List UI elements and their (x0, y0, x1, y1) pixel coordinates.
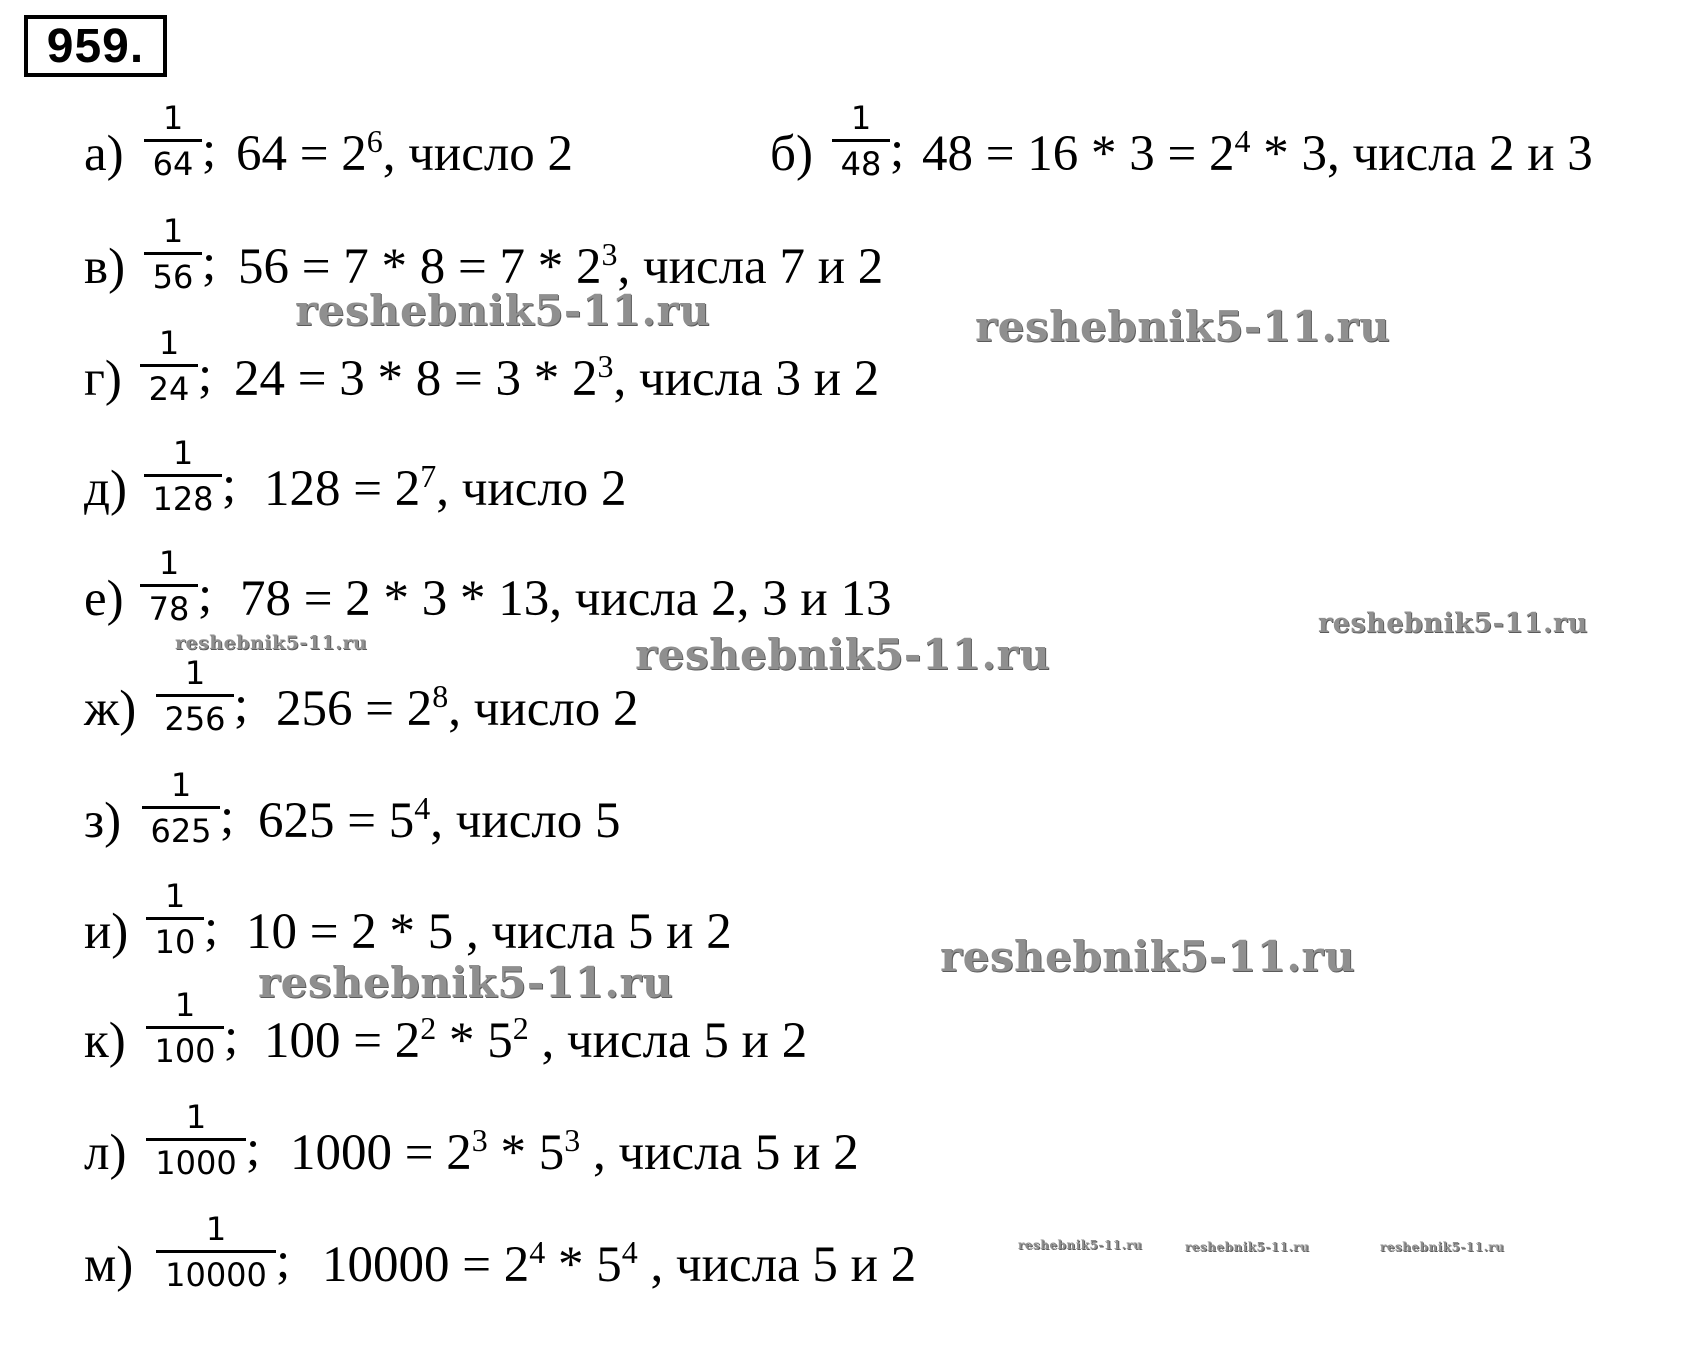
semicolon: ; (220, 789, 235, 845)
factorization-expression (234, 350, 879, 408)
fraction-numerator: 1 (170, 766, 192, 804)
fraction (144, 432, 222, 521)
fraction-numerator: 1 (205, 1210, 227, 1248)
factorization-expression (258, 792, 621, 850)
expression-base: 100 = 2 (264, 1013, 421, 1069)
fraction-numerator: 1 (162, 99, 184, 137)
exponent: 3 (471, 1122, 488, 1158)
item-label: з) (84, 793, 122, 849)
expression-middle: * 5 (487, 1125, 565, 1181)
expression-base: 48 = 16 * 3 = 2 (922, 126, 1235, 182)
item-label: и) (84, 904, 129, 960)
item-label: е) (84, 571, 124, 627)
fraction (144, 97, 202, 186)
expression-rest: , числа 2 и 3 (1327, 126, 1593, 182)
fraction (156, 1208, 276, 1297)
item-label: а) (84, 126, 124, 182)
fraction-denominator: 128 (152, 480, 214, 518)
semicolon: ; (224, 1009, 239, 1065)
expression-base: 10000 = 2 (322, 1237, 530, 1293)
fraction (144, 210, 202, 299)
expression-base: 625 = 5 (258, 793, 415, 849)
fraction-numerator: 1 (185, 1098, 207, 1136)
fraction-denominator: 48 (840, 145, 882, 183)
exponent: 3 (564, 1122, 581, 1158)
semicolon: ; (204, 900, 219, 956)
semicolon: ; (202, 235, 217, 291)
fraction (140, 322, 198, 411)
fraction-numerator: 1 (172, 434, 194, 472)
expression-rest: , числа 7 и 2 (617, 239, 884, 295)
semicolon: ; (276, 1233, 291, 1289)
item-label: г) (84, 351, 122, 407)
fraction-denominator: 10000 (165, 1256, 267, 1294)
watermark: reshebnik5-11.ru (940, 932, 1356, 981)
watermark: reshebnik5-11.ru (175, 632, 368, 654)
expression-base: 64 = 2 (236, 126, 367, 182)
expression-rest: , число 2 (436, 461, 627, 517)
fraction-numerator: 1 (158, 544, 180, 582)
exponent: 6 (366, 123, 383, 159)
factorization-expression (264, 460, 627, 518)
factorization-expression (276, 680, 639, 738)
expression-base: 1000 = 2 (290, 1125, 472, 1181)
exponent: 2 (420, 1010, 437, 1046)
exponent: 4 (1234, 123, 1251, 159)
semicolon: ; (222, 457, 237, 513)
exponent: 8 (432, 678, 449, 714)
fraction-denominator: 1000 (155, 1144, 237, 1182)
expression-rest: , числа 5 и 2 (580, 1125, 859, 1181)
semicolon: ; (234, 677, 249, 733)
item-label: ж) (84, 681, 137, 737)
item-label: в) (84, 239, 126, 295)
fraction-numerator: 1 (850, 99, 872, 137)
fraction-numerator: 1 (162, 212, 184, 250)
fraction (832, 97, 890, 186)
fraction-denominator: 64 (152, 145, 194, 183)
watermark: reshebnik5-11.ru (1380, 1240, 1505, 1254)
exponent: 7 (420, 458, 437, 494)
expression-base: 128 = 2 (264, 461, 421, 517)
fraction (142, 764, 220, 853)
problem-number-box: 959. (24, 15, 167, 77)
expression-rest: , числа 5 и 2 (528, 1013, 808, 1069)
factorization-expression (290, 1124, 859, 1182)
fraction-denominator: 24 (148, 370, 190, 408)
fraction-denominator: 10 (154, 923, 196, 961)
fraction (146, 875, 204, 964)
fraction-denominator: 100 (154, 1032, 216, 1070)
semicolon: ; (198, 567, 213, 623)
expression-rest: , число 2 (382, 126, 574, 182)
watermark: reshebnik5-11.ru (975, 302, 1391, 351)
semicolon: ; (890, 122, 905, 178)
exponent: 4 (414, 790, 431, 826)
watermark: reshebnik5-11.ru (1318, 608, 1588, 639)
item-label: б) (770, 126, 813, 182)
factorization-expression (264, 1012, 807, 1070)
exponent: 2 (512, 1010, 529, 1046)
expression-base: 78 = 2 * 3 * 13, числа 2, 3 и 13 (240, 571, 892, 627)
fraction (140, 542, 198, 631)
watermark: reshebnik5-11.ru (1018, 1238, 1143, 1252)
fraction-denominator: 625 (150, 812, 212, 850)
fraction-numerator: 1 (164, 877, 186, 915)
semicolon: ; (246, 1121, 261, 1177)
expression-rest: , числа 3 и 2 (613, 351, 880, 407)
item-label: л) (84, 1125, 127, 1181)
expression-middle: * 5 (436, 1013, 513, 1069)
exponent: 4 (621, 1234, 638, 1270)
expression-base: 10 = 2 * 5 , числа 5 и 2 (246, 904, 732, 960)
expression-base: 24 = 3 * 8 = 3 * 2 (234, 351, 598, 407)
fraction (156, 652, 234, 741)
item-label: к) (84, 1013, 126, 1069)
fraction-denominator: 56 (152, 258, 194, 296)
watermark: reshebnik5-11.ru (635, 630, 1051, 679)
exponent: 3 (597, 348, 614, 384)
expression-middle: * 5 (545, 1237, 622, 1293)
factorization-expression (236, 125, 573, 183)
expression-middle: * 3 (1250, 126, 1328, 182)
fraction-numerator: 1 (174, 986, 196, 1024)
semicolon: ; (198, 347, 213, 403)
watermark: reshebnik5-11.ru (258, 958, 674, 1007)
factorization-expression (922, 125, 1593, 183)
fraction (146, 984, 224, 1073)
watermark: reshebnik5-11.ru (1185, 1240, 1310, 1254)
semicolon: ; (202, 122, 217, 178)
factorization-expression (240, 570, 891, 628)
fraction-denominator: 78 (148, 590, 190, 628)
expression-rest: , число 2 (448, 681, 639, 737)
fraction (146, 1096, 246, 1185)
expression-base: 256 = 2 (276, 681, 433, 737)
factorization-expression (322, 1236, 916, 1294)
fraction-numerator: 1 (184, 654, 206, 692)
exponent: 4 (529, 1234, 546, 1270)
expression-rest: , числа 5 и 2 (637, 1237, 917, 1293)
expression-rest: , число 5 (430, 793, 621, 849)
fraction-numerator: 1 (158, 324, 180, 362)
exponent: 3 (601, 236, 618, 272)
factorization-expression (246, 903, 732, 961)
expression-base: 56 = 7 * 8 = 7 * 2 (238, 239, 602, 295)
item-label: м) (84, 1237, 134, 1293)
watermark: reshebnik5-11.ru (295, 286, 711, 335)
item-label: д) (84, 461, 127, 517)
fraction-denominator: 256 (164, 700, 226, 738)
